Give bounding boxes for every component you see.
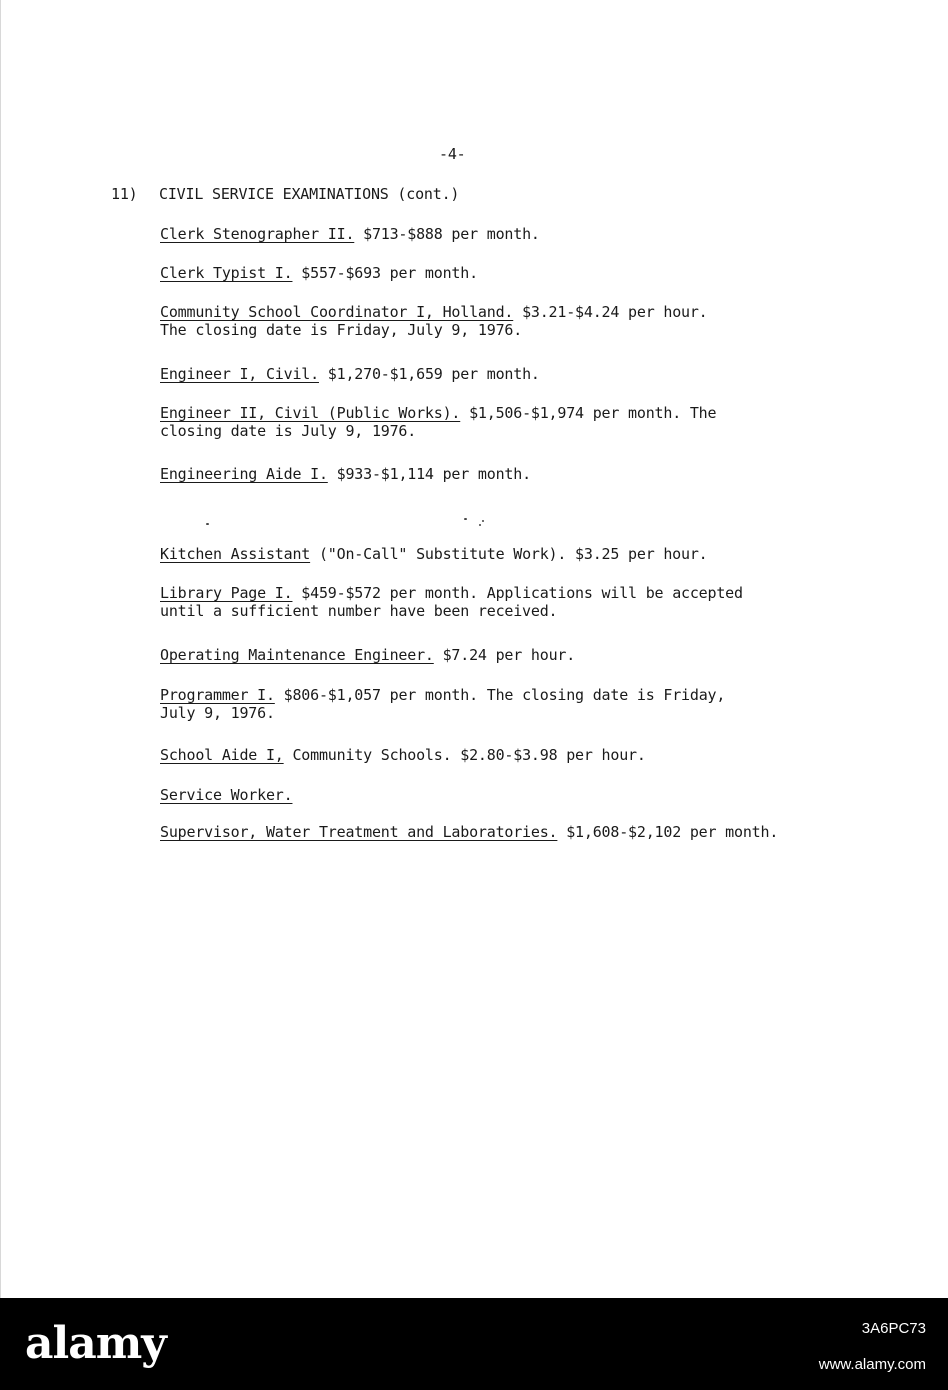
entry-title: Operating Maintenance Engineer.: [160, 646, 434, 664]
list-item: [160, 646, 575, 664]
list-item: [160, 584, 743, 620]
entry-detail: $557-$693 per month.: [292, 264, 478, 282]
list-item: [160, 365, 540, 383]
entry-title: School Aide I,: [160, 746, 284, 764]
list-item: [160, 225, 540, 243]
entry-title: Library Page I.: [160, 584, 293, 602]
entry-detail: $713-$888 per month.: [354, 225, 540, 243]
list-item: [160, 545, 708, 563]
entry-title: Engineer I, Civil.: [160, 365, 319, 383]
section-heading: [111, 185, 459, 203]
section-number: 11): [111, 185, 138, 203]
scan-speck: [206, 523, 209, 525]
entry-title: Engineer II, Civil (Public Works).: [160, 404, 461, 422]
entry-title: Community School Coordinator I, Holland.: [160, 303, 514, 321]
entry-detail: $1,270-$1,659 per month.: [318, 365, 540, 383]
list-item: [160, 823, 778, 841]
list-item: [160, 264, 478, 282]
list-item: [160, 303, 708, 339]
entry-continuation: The closing date is Friday, July 9, 1976.: [160, 321, 523, 339]
entry-detail: $1,506-$1,974 per month. The: [460, 404, 717, 422]
entry-title: Clerk Stenographer II.: [160, 225, 355, 243]
entry-detail: $7.24 per hour.: [433, 646, 576, 664]
entry-title: Service Worker.: [160, 786, 293, 804]
entry-continuation: closing date is July 9, 1976.: [160, 422, 417, 440]
scan-speck: [482, 520, 484, 522]
entry-detail: $1,608-$2,102 per month.: [557, 823, 779, 841]
scan-speck: [479, 524, 481, 526]
scan-speck: [464, 518, 467, 520]
alamy-logo: alamy: [25, 1318, 166, 1369]
stock-url: www.alamy.com: [818, 1356, 926, 1373]
list-item: [160, 686, 725, 722]
entry-detail: $459-$572 per month. Applications will be accepted: [292, 584, 743, 602]
entry-title: Programmer I.: [160, 686, 275, 704]
page-number: -4-: [439, 145, 466, 163]
list-item: [160, 746, 646, 764]
entry-continuation: until a sufficient number have been received.: [160, 602, 558, 620]
entry-title: Kitchen Assistant: [160, 545, 311, 563]
list-item: [160, 404, 716, 440]
entry-title: Clerk Typist I.: [160, 264, 293, 282]
list-item: [160, 465, 531, 483]
entry-detail: $933-$1,114 per month.: [327, 465, 531, 483]
entry-title: Engineering Aide I.: [160, 465, 328, 483]
entry-continuation: July 9, 1976.: [160, 704, 275, 722]
list-item: [160, 786, 292, 804]
entry-detail: $3.21-$4.24 per hour.: [513, 303, 708, 321]
entry-detail: ("On-Call" Substitute Work). $3.25 per hour.: [310, 545, 708, 563]
entry-detail: $806-$1,057 per month. The closing date is Friday,: [274, 686, 726, 704]
section-title: CIVIL SERVICE EXAMINATIONS (cont.): [159, 185, 460, 203]
entry-title: Supervisor, Water Treatment and Laboratories.: [160, 823, 558, 841]
entry-detail: Community Schools. $2.80-$3.98 per hour.: [283, 746, 646, 764]
stock-image-id: 3A6PC73: [861, 1320, 926, 1337]
